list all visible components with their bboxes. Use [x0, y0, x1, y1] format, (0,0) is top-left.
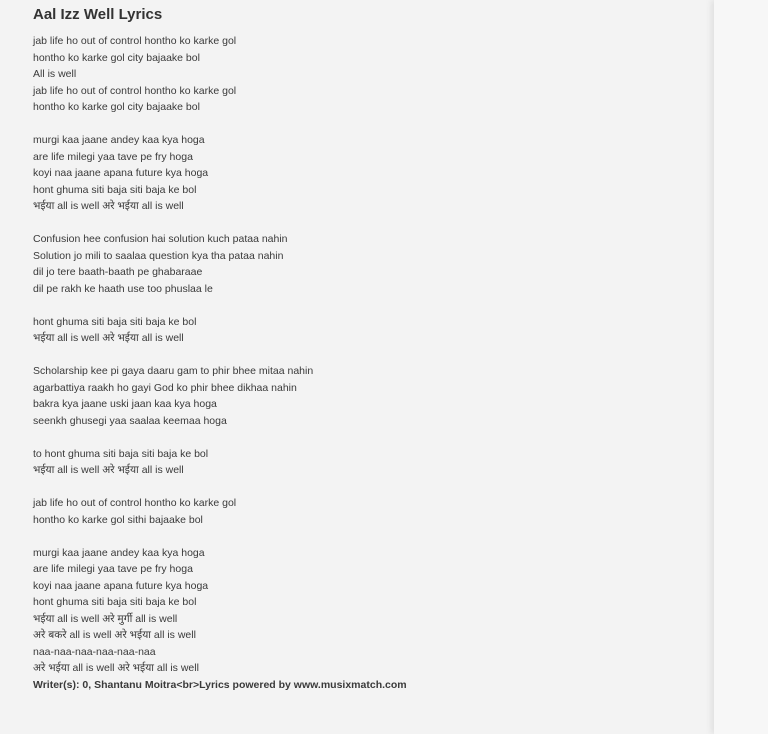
lyric-line: murgi kaa jaane andey kaa kya hoga: [33, 134, 205, 146]
lyric-line: hont ghuma siti baja siti baja ke bol: [33, 183, 197, 196]
lyric-line: Solution jo mili to saalaa question kya tha pataa nahin: [33, 249, 284, 262]
lyric-line: [33, 528, 693, 545]
lyric-line: भईया all is well अरे मुर्गी all is well: [33, 612, 178, 625]
lyric-line: [33, 297, 693, 314]
page-title: Aal Izz Well Lyrics: [33, 6, 163, 23]
lyric-line: to hont ghuma siti baja siti baja ke bol: [33, 447, 209, 460]
lyric-line: are life milegi yaa tave pe fry hoga: [33, 563, 193, 575]
lyric-line: murgi kaa jaane andey kaa kya hoga: [33, 546, 205, 559]
credits-line: Writer(s): 0, Shantanu Moitra<br>Lyrics powered by www.musixmatch.com: [33, 678, 407, 691]
lyric-line: भईया all is well अरे भईया all is well: [33, 200, 184, 212]
lyric-line: Confusion hee confusion hai solution kuch pataa nahin: [33, 233, 288, 245]
lyric-line: [33, 479, 693, 496]
lyric-line: jab life ho out of control hontho ko karke gol: [33, 497, 237, 509]
lyric-line: are life milegi yaa tave pe fry hoga: [33, 150, 193, 163]
lyrics-body: [33, 33, 693, 693]
lyric-line: hontho ko karke gol city bajaake bol: [33, 51, 200, 64]
lyric-line: अरे बकरे all is well अरे भईया all is well: [33, 629, 196, 641]
lyric-line: भईया all is well अरे भईया all is well: [33, 332, 184, 344]
lyric-line: naa-naa-naa-naa-naa-naa: [33, 645, 156, 658]
lyric-line: [33, 347, 693, 364]
lyric-line: hontho ko karke gol city bajaake bol: [33, 101, 200, 113]
lyric-line: jab life ho out of control hontho ko karke gol: [33, 35, 237, 47]
lyric-line: hont ghuma siti baja siti baja ke bol: [33, 315, 197, 328]
lyric-line: भईया all is well अरे भईया all is well: [33, 464, 184, 476]
lyric-line: seenkh ghusegi yaa saalaa keemaa hoga: [33, 414, 227, 427]
lyric-line: hontho ko karke gol sithi bajaake bol: [33, 513, 203, 526]
side-panel: [714, 0, 768, 734]
lyric-line: [33, 215, 693, 232]
lyric-line: hont ghuma siti baja siti baja ke bol: [33, 596, 197, 608]
lyric-line: koyi naa jaane apana future kya hoga: [33, 579, 209, 592]
lyric-line: agarbattiya raakh ho gayi God ko phir bhee dikhaa nahin: [33, 381, 297, 394]
lyric-line: bakra kya jaane uski jaan kaa kya hoga: [33, 398, 217, 410]
lyric-line: dil jo tere baath-baath pe ghabaraae: [33, 266, 203, 278]
lyric-line: अरे भईया all is well अरे भईया all is well: [33, 662, 199, 674]
lyric-line: koyi naa jaane apana future kya hoga: [33, 167, 209, 179]
lyric-line: All is well: [33, 68, 77, 80]
lyric-line: Scholarship kee pi gaya daaru gam to phir bhee mitaa nahin: [33, 365, 314, 377]
lyric-line: dil pe rakh ke haath use too phuslaa le: [33, 282, 213, 295]
lyric-line: [33, 429, 693, 446]
lyric-line: jab life ho out of control hontho ko karke gol: [33, 84, 237, 97]
lyric-line: [33, 116, 693, 133]
